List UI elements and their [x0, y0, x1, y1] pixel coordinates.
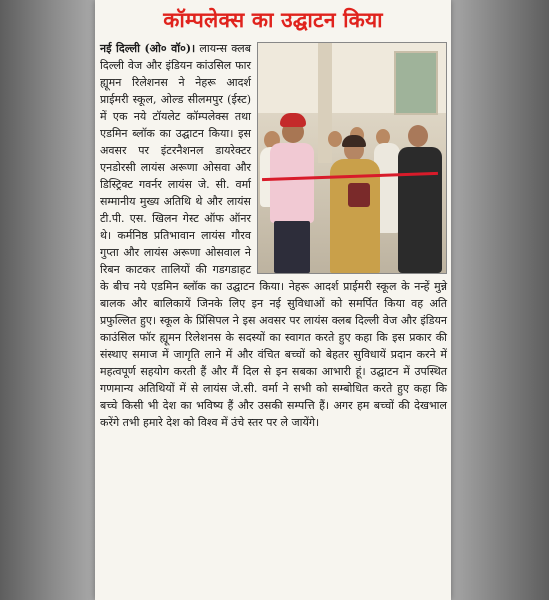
- man-trousers: [274, 221, 310, 273]
- man-pink-shirt: [270, 143, 314, 223]
- ribbon-cutting-photo: [257, 42, 447, 274]
- dateline: नई दिल्ली (ओ० वॉ०)।: [100, 42, 196, 55]
- right-man-dark-shirt: [398, 147, 442, 273]
- blurred-background-right: [451, 0, 549, 600]
- handbag: [348, 183, 370, 207]
- article-body: [100, 40, 447, 431]
- blurred-background-left: [0, 0, 95, 600]
- photo-window: [394, 51, 438, 115]
- newspaper-clipping: [95, 0, 451, 600]
- right-man-head: [408, 125, 428, 147]
- crowd-head: [328, 131, 342, 147]
- woman-hair: [342, 135, 366, 147]
- article-text: लायन्स क्लब दिल्ली वेज और इंडियन कांउसिल फार ह्यूमन रिलेशनस ने नेहरू आदर्श प्राईमरी स्कूल, ओल्ड सीलमपुर (ईस्ट) में एक नये टॉयलेट कॉम्पलेक्स तथा एडमिन ब्लॉक का उद्घाटन किया। इस अवसर पर इंटरनैशनल डायरेक्टर एनडोरसी लायंस अरूणा ओसवा और डिस्ट्रिक्ट गवर्नर लायंस जे. सी. वर्मा सम्मानीय मुख्य अतिथि थे और लायंस टी.पी. एस. खिलन गेस्ट ऑफ ऑनर थे। कर्मनिष्ठ प्रतिभावान लायंस गौरव गुप्ता और लायंस अरूणा ओसवाल ने रिबन काटकर तालियों की गडगडाहट के बीच नये एडमिन ब्लॉक का उद्घाटन किया। नेहरू आदर्श प्राईमरी स्कूल के नन्हें मुन्ने बालक और बालिकायें जिनके लिए इन नई सुविधाओं को समर्पित किया वह अति प्रफुल्लित हुए। स्कूल के प्रिंसिपल ने इस अवसर पर लायंस क्लब दिल्ली वेज और इंडियन काउंसिल फॉर ह्यूमन रिलेशनस के सदस्यों का स्वागत करते हुए कहा कि इस प्रकार की संस्थाए समाज में जागृति लाने में और वंचित बच्चों को बेहतर सुविधायें प्रदान करने में महत्वपूर्ण सहयोग करती हैं और मैं दिल से इन सबका आभारी हूं। उद्घाटन में उपस्थित गणमान्य अतिथियों में से लायंस जे.सी. वर्मा ने सभी को सम्बोधित करते हुए कहा कि बच्चे किसी भी देश का भविष्य हैं और उसकी सम्पत्ति हैं। अगर हम बच्चों की देखभाल करेंगे तभी हमारे देश को विश्व में उंचे स्तर पर ले जायेंगे।: [100, 42, 447, 429]
- turban: [280, 113, 306, 127]
- headline: कॉम्पलेक्स का उद्घाटन किया: [163, 8, 383, 32]
